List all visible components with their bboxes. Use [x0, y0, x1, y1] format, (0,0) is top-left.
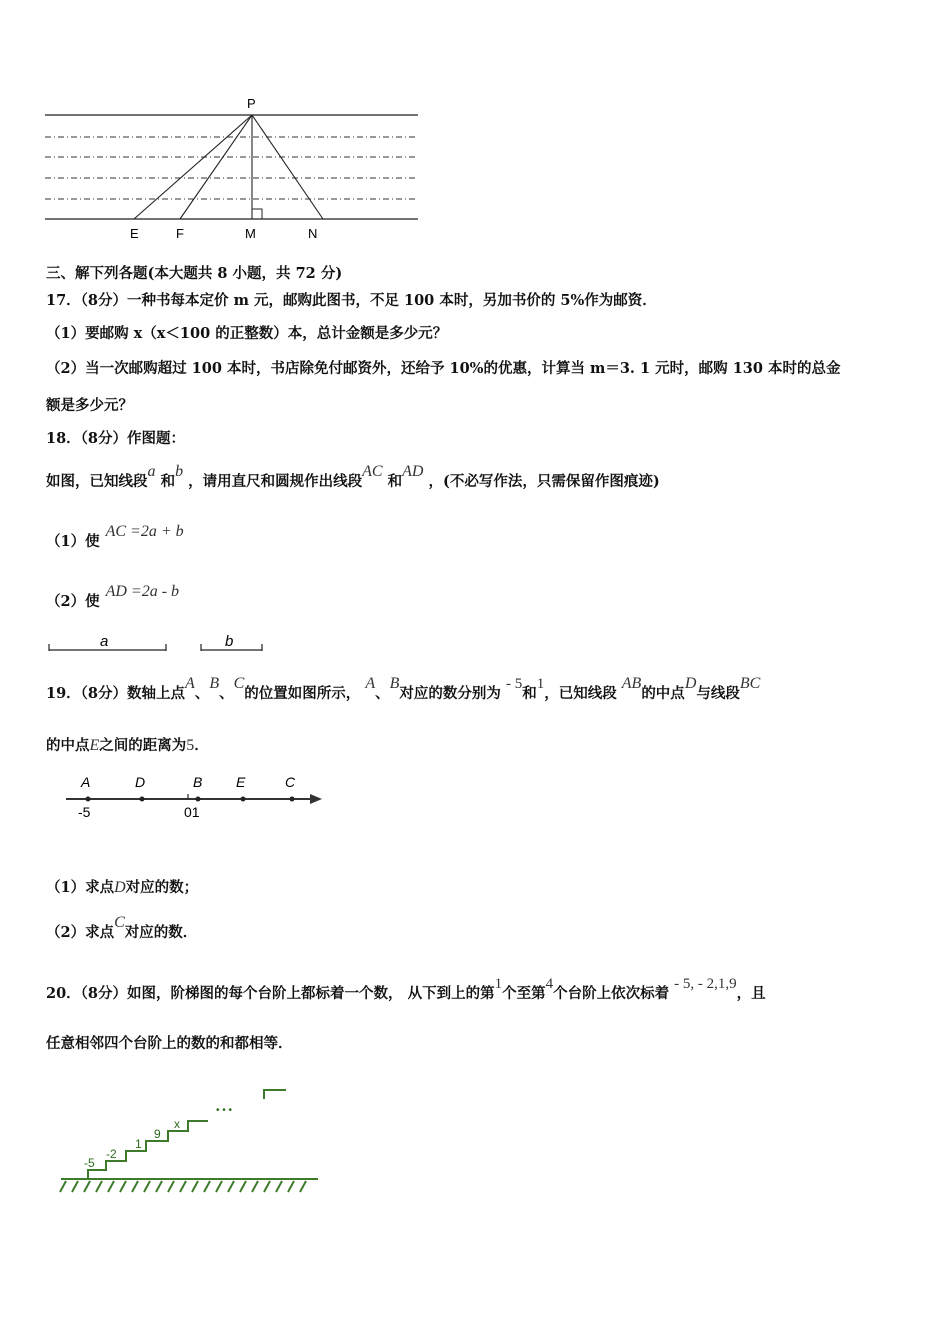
q19-p1b: 对应的数；: [125, 879, 199, 896]
step-label-1: -5: [84, 1156, 95, 1170]
q18-part2: [46, 583, 180, 611]
q19-dun2: 、: [219, 685, 234, 702]
q18-text2: ，请用直尺和圆规作出线段: [188, 473, 363, 490]
section-title: 三、解下列各题(本大题共 8 小题，共 72 分): [46, 265, 343, 282]
q19-part2: [46, 914, 198, 942]
q18-text3: ，(不必写作法，只需保留作图痕迹): [428, 473, 660, 490]
q18-description: [46, 463, 660, 491]
axis-label-B: B: [193, 774, 203, 790]
step-label-4: 9: [154, 1127, 161, 1141]
step-label-5: x: [174, 1117, 180, 1131]
q18-var-AD: AD: [402, 463, 424, 480]
q20-n4: 4: [545, 976, 554, 992]
q19-minus5: - 5: [505, 676, 523, 692]
parallel-lines-figure: [40, 92, 430, 244]
label-M: M: [245, 226, 256, 241]
q18-he2: 和: [387, 473, 403, 490]
q19-B2: B: [389, 675, 400, 692]
q18-part2-label: （2）使: [46, 593, 100, 610]
q18-part1-expr: AC =2a + b: [105, 523, 184, 540]
q19-p1D: D: [114, 879, 126, 896]
q19-dun3: 、: [375, 685, 390, 702]
axis-label-D: D: [135, 774, 146, 790]
q19-s1: 19．（8分）数轴上点: [46, 685, 186, 702]
q20-line1: [46, 976, 766, 1003]
q19-he: 和: [522, 685, 537, 702]
q19-A2: A: [365, 675, 376, 692]
q19-l2a: 的中点: [46, 737, 90, 754]
label-P: P: [247, 96, 256, 111]
q19-D: D: [684, 675, 697, 692]
q19-p2a: （2）求点: [46, 924, 115, 941]
axis-label-A: A: [81, 774, 91, 790]
segment-b-label: b: [225, 633, 234, 650]
q18-he1: 和: [160, 473, 176, 490]
axis-label-C: C: [285, 774, 296, 790]
q19-part1: [46, 876, 198, 897]
label-E: E: [130, 226, 139, 241]
q19-C: C: [233, 675, 245, 692]
q19-BC: BC: [739, 675, 761, 692]
q19-AB: AB: [621, 675, 642, 692]
q19-p2b: 对应的数．: [124, 924, 198, 941]
q19-p1a: （1）求点: [46, 879, 115, 896]
q20-s1: 20．（8分）如图，阶梯图的每个台阶上都标着一个数， 从下到上的第: [46, 985, 495, 1002]
step-label-3: 1: [135, 1137, 142, 1151]
q19-five: 5: [186, 737, 195, 754]
q19-one: 1: [536, 676, 545, 692]
label-N: N: [308, 226, 318, 241]
staircase-figure: [56, 1078, 326, 1206]
q19-p2C: C: [114, 914, 125, 931]
q19-dun1: 、: [194, 685, 210, 702]
q19-l2c: ．: [194, 737, 209, 754]
q19-s4: ，已知线段: [544, 685, 617, 702]
q19-E: E: [89, 737, 100, 754]
q18-part1: [46, 523, 184, 551]
q18-var-AC: AC: [362, 463, 383, 480]
q17-part2-line1: （2）当一次邮购超过 100 本时，书店除免付邮资外，还给予 10%的优惠，计算当 m＝3. 1 元时，邮购 130 本时的总金: [46, 360, 841, 377]
q19-s6: 与线段: [696, 685, 740, 702]
number-line-figure: [60, 768, 330, 824]
q18-text1: 如图，已知线段: [46, 473, 148, 490]
q20-n1: 1: [494, 976, 503, 992]
q17-stem: 17．（8分）一种书每本定价 m 元，邮购此图书，不足 100 本时，另加书价的 5%作为邮资．: [46, 292, 657, 309]
q18-part2-expr: AD =2a - b: [105, 583, 180, 600]
q20-s3: 个台阶上依次标着: [553, 985, 670, 1002]
q17-part2-line2: 额是多少元？: [46, 397, 133, 414]
step-dots: • • •: [216, 1105, 233, 1116]
q20-seq: - 5, - 2,1,9: [674, 976, 737, 992]
q20-s4: ，且: [736, 985, 766, 1002]
q19-s5: 的中点: [641, 685, 685, 702]
q18-var-a: a: [147, 463, 156, 480]
step-label-2: -2: [106, 1147, 117, 1161]
q19-l2b: 之间的距离为: [99, 737, 187, 754]
q19-B: B: [209, 675, 220, 692]
segment-a-label: a: [100, 633, 109, 650]
q20-s2: 个至第: [502, 985, 546, 1002]
axis-tick-01: 01: [184, 804, 200, 820]
q20-line2: 任意相邻四个台阶上的数的和都相等．: [46, 1035, 293, 1052]
q18-var-b: b: [175, 463, 184, 480]
axis-label-E: E: [236, 774, 246, 790]
segments-figure: [44, 628, 274, 656]
q17-part1: （1）要邮购 x（x＜100 的正整数）本，总计金额是多少元？: [46, 325, 448, 342]
label-F: F: [176, 226, 184, 241]
q18-part1-label: （1）使: [46, 533, 100, 550]
q19-s2: 的位置如图所示，: [244, 685, 361, 702]
axis-tick-minus5: -5: [78, 804, 91, 820]
q19-s3: 对应的数分别为: [399, 685, 501, 702]
q19-line1: [46, 675, 761, 703]
q18-stem: 18．（8分）作图题：: [46, 430, 186, 447]
q19-A: A: [185, 675, 195, 692]
q19-line2: [46, 734, 209, 755]
